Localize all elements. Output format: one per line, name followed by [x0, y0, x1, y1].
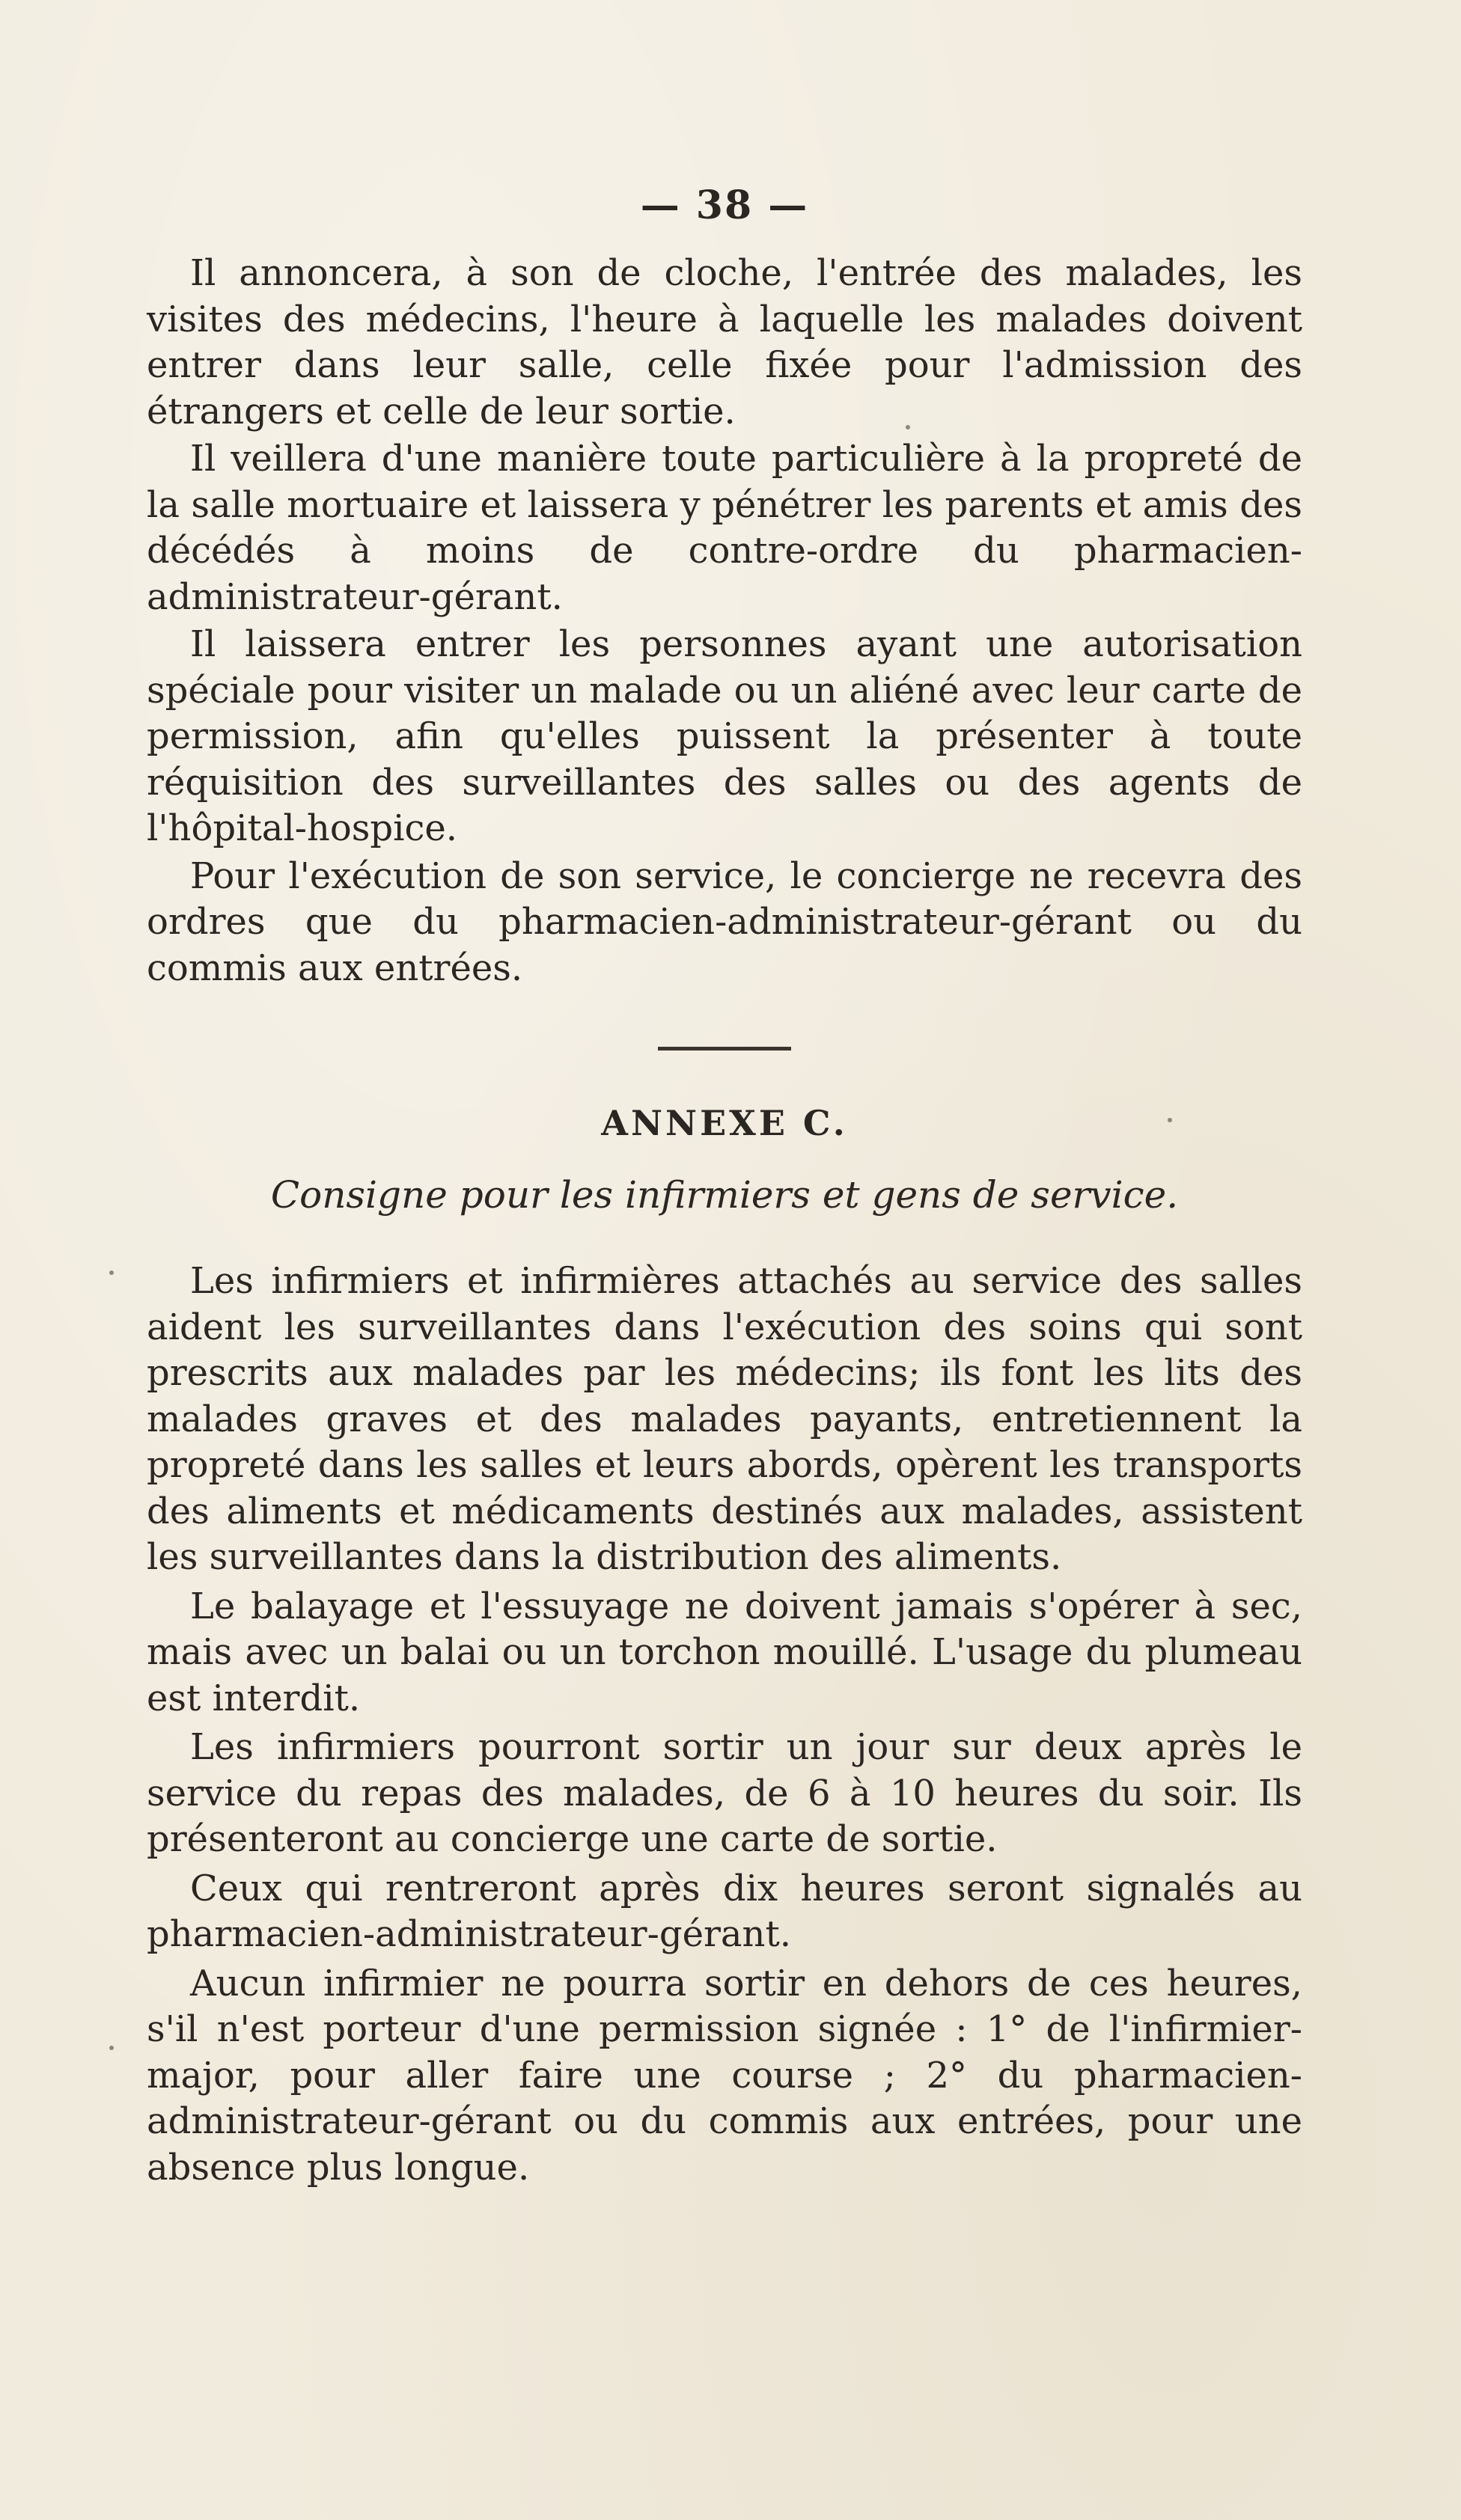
paragraph: Il annoncera, à son de cloche, l'entrée des malades, les visites des médecins, l'heure à laquelle les malades doivent entrer dans leur salle, celle fixée pour l'admission des étrangers et celle de leur sortie. [147, 252, 1302, 432]
paragraph: Il laissera entrer les personnes ayant une autorisation spéciale pour visiter un malade ou un aliéné avec leur carte de permission, afin qu'elles puissent la présenter à toute réquisition des surveillantes des salles ou des agents de l'hôpital-hospice. [147, 623, 1302, 849]
paragraph: Aucun infirmier ne pourra sortir en dehors de ces heures, s'il n'est porteur d'une permission signée : 1° de l'infirmier-major, pour aller faire une course ; 2° du pharmacien-administrateur-gérant ou du commis aux entrées, pour une absence plus longue. [147, 1962, 1302, 2189]
paper-speck [1168, 1118, 1172, 1122]
paper-speck [109, 2046, 114, 2050]
paper-speck [906, 425, 910, 429]
annex-section [147, 1259, 1302, 2191]
section-divider [658, 1047, 791, 1050]
annex-subtitle: Consigne pour les infirmiers et gens de service. [270, 1173, 1179, 1217]
paragraph: Le balayage et l'essuyage ne doivent jamais s'opérer à sec, mais avec un balai ou un torchon mouillé. L'usage du plumeau est interdit. [147, 1585, 1302, 1719]
concierge-section [147, 251, 1302, 991]
paper-speck [109, 1270, 114, 1275]
paragraph: Les infirmiers pourront sortir un jour sur deux après le service du repas des malades, de 6 à 10 heures du soir. Ils présenteront au concierge une carte de sortie. [147, 1726, 1302, 1860]
page-number: — 38 — [640, 183, 809, 228]
paragraph: Ceux qui rentreront après dix heures seront signalés au pharmacien-administrateur-gérant. [147, 1867, 1302, 1955]
paragraph: Les infirmiers et infirmières attachés au service des salles aident les surveillantes dans l'exécution des soins qui sont prescrits aux malades par les médecins; ils font les lits des malades graves et des malades payants, entretiennent la propreté dans les salles et leurs abords, opèrent les transports des aliments et médicaments destinés aux malades, assistent les surveillantes dans la distribution des aliments. [147, 1260, 1302, 1578]
paragraph: Il veillera d'une manière toute particulière à la propreté de la salle mortuaire et laissera y pénétrer les parents et amis des décédés à moins de contre-ordre du pharmacien-administrateur-gérant. [147, 438, 1302, 618]
annex-title: ANNEXE C. [601, 1103, 848, 1143]
paragraph: Pour l'exécution de son service, le concierge ne recevra des ordres que du pharmacien-administrateur-gérant ou du commis aux entrées. [147, 854, 1302, 989]
